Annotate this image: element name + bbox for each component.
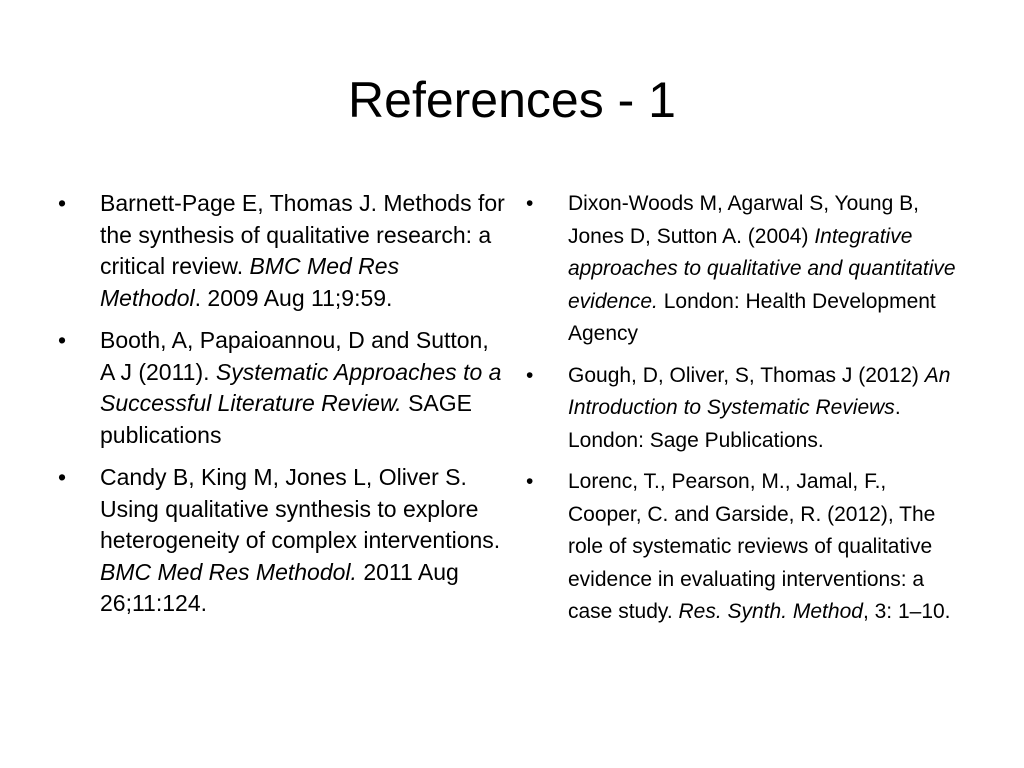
reference-item bbox=[524, 360, 964, 458]
reference-source: An Introduction to Systematic Reviews bbox=[568, 363, 951, 419]
reference-text: Candy B, King M, Jones L, Oliver S. Using qualitative synthesis to explore heterogeneity of complex interventions. bbox=[100, 464, 501, 553]
bullet-icon: • bbox=[526, 363, 534, 387]
reference-text: Barnett-Page E, Thomas J. Methods for the synthesis of qualitative research: a critical review. bbox=[100, 190, 505, 279]
reference-details: 2011 Aug 26;11:124. bbox=[100, 558, 459, 616]
reference-details: . London: Sage Publications. bbox=[568, 396, 901, 452]
reference-item bbox=[56, 325, 506, 451]
reference-text: Dixon-Woods M, Agarwal S, Young B, Jones D, Sutton A. (2004) bbox=[568, 192, 919, 248]
bullet-icon: • bbox=[58, 327, 67, 353]
reference-item bbox=[56, 462, 506, 620]
reference-text: Booth, A, Papaioannou, D and Sutton, A J (2011). bbox=[100, 327, 489, 385]
bullet-icon: • bbox=[58, 190, 67, 216]
reference-text: Gough, D, Oliver, S, Thomas J (2012) bbox=[568, 363, 925, 387]
reference-details: SAGE publications bbox=[100, 390, 473, 448]
reference-source: BMC Med Res Methodol bbox=[100, 253, 400, 311]
references-left-column bbox=[56, 188, 506, 631]
reference-details: , 3: 1–10. bbox=[862, 600, 951, 623]
reference-details: London: Health Development Agency bbox=[568, 289, 936, 345]
references-right-column bbox=[524, 188, 964, 638]
reference-item bbox=[524, 188, 964, 351]
slide-title: References - 1 bbox=[348, 72, 676, 128]
reference-details: . 2009 Aug 11;9:59. bbox=[194, 284, 393, 311]
bullet-icon: • bbox=[526, 470, 534, 493]
bullet-icon: • bbox=[58, 464, 67, 490]
reference-source: Systematic Approaches to a Successful Literature Review. bbox=[100, 358, 502, 416]
reference-source: Res. Synth. Method bbox=[678, 600, 863, 623]
reference-item bbox=[56, 188, 506, 314]
reference-source: BMC Med Res Methodol. bbox=[100, 558, 357, 585]
bullet-icon: • bbox=[526, 192, 534, 215]
reference-text: Lorenc, T., Pearson, M., Jamal, F., Cooper, C. and Garside, R. (2012), The role of systematic reviews of qualitative evidence in evaluating interventions: a case study. bbox=[568, 470, 936, 623]
reference-source: Integrative approaches to qualitative and quantitative evidence. bbox=[568, 224, 956, 313]
reference-item bbox=[524, 466, 964, 629]
